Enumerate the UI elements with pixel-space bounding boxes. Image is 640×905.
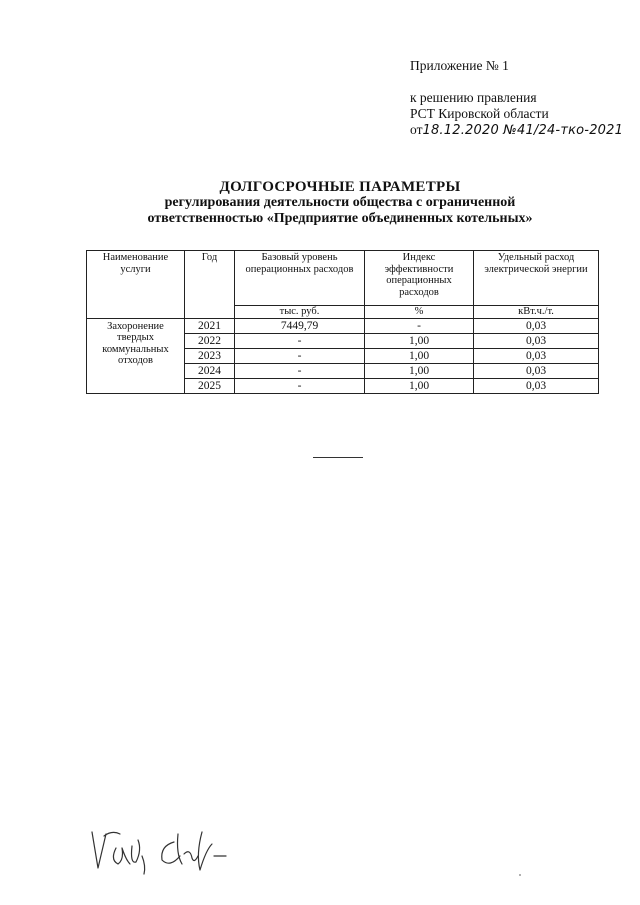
handwritten-signature xyxy=(86,820,236,880)
parameters-table xyxy=(86,250,599,394)
cell-efficiency-index: - xyxy=(365,318,474,333)
title-line-1: ДОЛГОСРОЧНЫЕ ПАРАМЕТРЫ xyxy=(219,179,461,195)
table-row xyxy=(87,318,599,333)
appendix-date-line xyxy=(410,122,635,139)
unit-energy-consumption: кВт.ч./т. xyxy=(474,306,599,319)
header-base-level: Базовый уровень операционных расходов xyxy=(235,251,365,306)
cell-energy-consumption: 0,03 xyxy=(474,333,599,348)
appendix-block xyxy=(410,58,635,139)
cell-efficiency-index: 1,00 xyxy=(365,378,474,393)
cell-base-level: - xyxy=(235,333,365,348)
cell-base-level: 7449,79 xyxy=(235,318,365,333)
cell-energy-consumption: 0,03 xyxy=(474,348,599,363)
cell-year: 2023 xyxy=(185,348,235,363)
cell-year: 2025 xyxy=(185,378,235,393)
header-efficiency-index: Индекс эффективности операционных расходов xyxy=(365,251,474,306)
cell-base-level: - xyxy=(235,378,365,393)
unit-efficiency-index: % xyxy=(365,306,474,319)
cell-efficiency-index: 1,00 xyxy=(365,333,474,348)
title-line-2: регулирования деятельности общества с ограниченной xyxy=(164,195,516,210)
cell-year: 2021 xyxy=(185,318,235,333)
cell-year: 2024 xyxy=(185,363,235,378)
cell-year: 2022 xyxy=(185,333,235,348)
unit-base-level: тыс. руб. xyxy=(235,306,365,319)
cell-energy-consumption: 0,03 xyxy=(474,378,599,393)
appendix-title: Приложение № 1 xyxy=(410,58,509,73)
header-energy-consumption: Удельный расход электрической энергии xyxy=(474,251,599,306)
cell-efficiency-index: 1,00 xyxy=(365,348,474,363)
document-title xyxy=(0,179,640,227)
handwritten-decision-number: 18.12.2020 №41/24-тко-2021 xyxy=(422,123,624,138)
cell-efficiency-index: 1,00 xyxy=(365,363,474,378)
appendix-decision-line: к решению правления xyxy=(410,90,537,105)
header-service: Наименование услуги xyxy=(87,251,185,319)
cell-energy-consumption: 0,03 xyxy=(474,363,599,378)
end-separator-line xyxy=(313,457,363,458)
scan-speck xyxy=(519,874,521,876)
cell-energy-consumption: 0,03 xyxy=(474,318,599,333)
appendix-authority-line: РСТ Кировской области xyxy=(410,106,549,121)
cell-base-level: - xyxy=(235,348,365,363)
cell-base-level: - xyxy=(235,363,365,378)
title-line-3: ответственностью «Предприятие объединенных котельных» xyxy=(147,211,533,226)
header-year: Год xyxy=(185,251,235,319)
appendix-date-prefix: от xyxy=(410,122,423,137)
service-name: Захоронение твердых коммунальных отходов xyxy=(87,318,185,393)
